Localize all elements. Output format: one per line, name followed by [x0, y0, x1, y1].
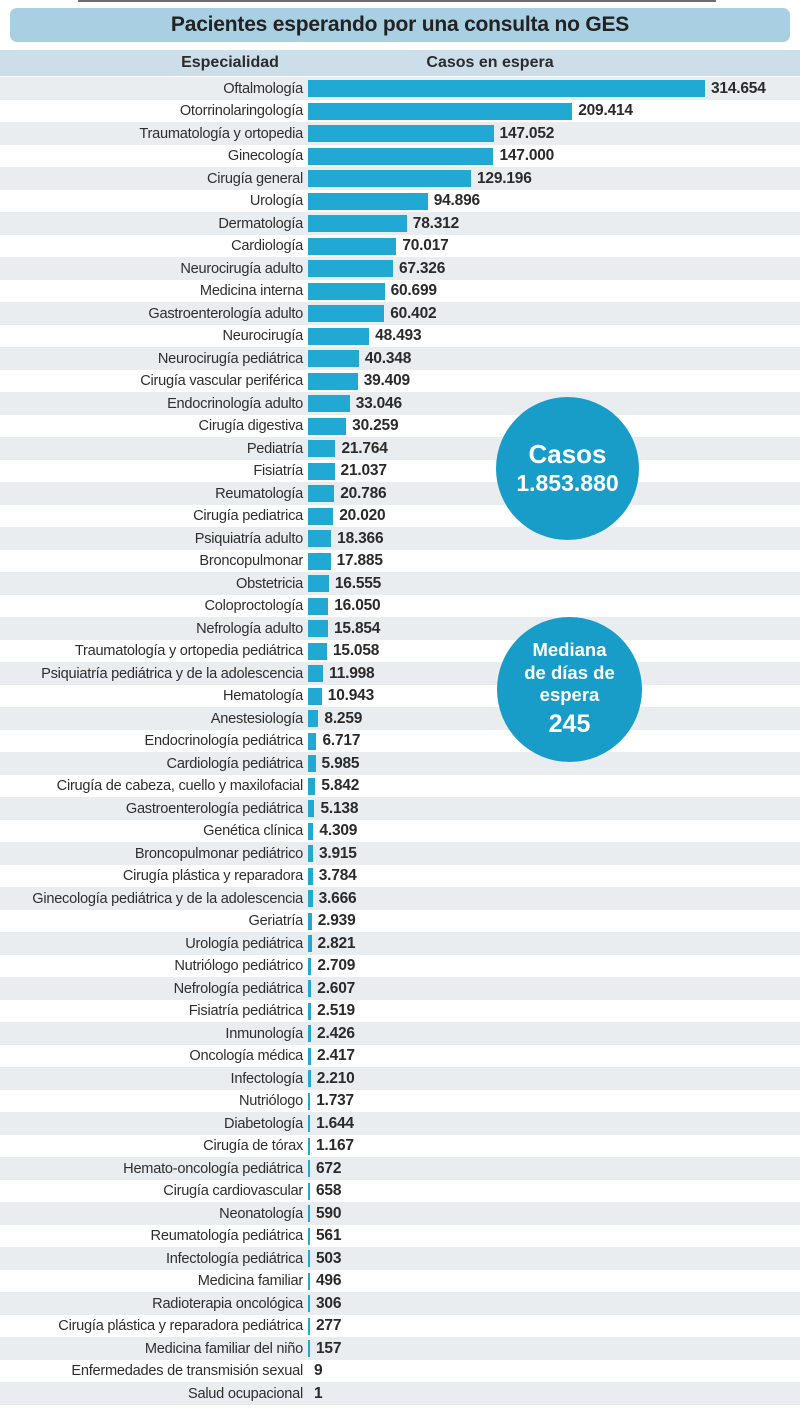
bar: [308, 1183, 310, 1200]
row-label: Cirugía pediatrica: [193, 508, 303, 524]
bar: [308, 1273, 310, 1290]
bar: [308, 688, 322, 705]
value-label: 21.037: [340, 462, 387, 479]
table-row: [0, 1112, 800, 1135]
table-row: [0, 595, 800, 618]
value-label: 30.259: [352, 417, 399, 434]
table-row: [0, 302, 800, 325]
bar: [308, 418, 346, 435]
value-label: 277: [316, 1317, 342, 1334]
row-label: Pediatría: [246, 440, 303, 457]
table-row: [0, 932, 800, 955]
value-label: 157: [316, 1339, 342, 1357]
table-row: [0, 527, 800, 550]
bar: [308, 733, 316, 750]
table-row: [0, 325, 800, 348]
row-label: Ginecología pediátrica y de la adolescencia: [32, 890, 303, 907]
table-row: [0, 257, 800, 280]
value-label: 70.017: [402, 237, 449, 254]
median-wait-value: 245: [548, 709, 591, 738]
bar: [308, 103, 572, 120]
value-label: 15.854: [334, 619, 381, 637]
row-label: Geriatría: [248, 913, 303, 929]
value-label: 2.417: [317, 1047, 355, 1064]
table-row: [0, 572, 800, 595]
row-label: Diabetología: [224, 1115, 303, 1132]
table-row: [0, 505, 800, 528]
table-row: [0, 865, 800, 888]
table-row: [0, 1225, 800, 1248]
bar: [308, 958, 311, 975]
value-label: 2.519: [317, 1002, 355, 1019]
total-cases-badge: [496, 397, 639, 540]
row-label: Oncología médica: [189, 1048, 303, 1064]
row-label: Cirugía plástica y reparadora: [122, 868, 303, 884]
table-row: [0, 977, 800, 1000]
bar: [308, 1160, 310, 1177]
table-row: [0, 842, 800, 865]
row-label: Endocrinología adulto: [167, 395, 303, 412]
bar: [308, 778, 315, 795]
bar: [308, 80, 705, 97]
table-row: [0, 145, 800, 168]
value-label: 10.943: [327, 687, 375, 704]
table-row: [0, 955, 800, 978]
value-label: 147.052: [499, 124, 555, 142]
bar: [308, 485, 334, 502]
table-row: [0, 887, 800, 910]
bar: [308, 283, 385, 300]
column-header-especialidad: Especialidad: [181, 54, 279, 71]
row-label: Traumatología y ortopedia pediátrica: [74, 643, 303, 659]
bar: [308, 508, 333, 525]
row-label: Otorrinolaringología: [179, 103, 303, 119]
median-wait-badge: [497, 617, 642, 762]
value-label: 67.326: [398, 259, 446, 277]
row-label: Nefrología pediátrica: [173, 980, 303, 997]
table-row: [0, 1382, 800, 1405]
table-row: [0, 347, 800, 370]
bar: [308, 373, 358, 390]
bar: [308, 868, 313, 885]
table-row: [0, 685, 800, 708]
table-row: [0, 1045, 800, 1068]
row-label: Neurocirugía: [222, 328, 303, 344]
value-label: 503: [316, 1249, 342, 1267]
value-label: 39.409: [363, 372, 410, 389]
value-label: 2.210: [316, 1069, 355, 1087]
row-label: Broncopulmonar: [199, 553, 303, 569]
table-row: [0, 752, 800, 775]
table-row: [0, 1270, 800, 1293]
table-row: [0, 820, 800, 843]
row-label: Reumatología: [215, 485, 303, 502]
value-label: 6.717: [322, 732, 361, 749]
bar: [308, 935, 312, 952]
value-label: 3.784: [318, 867, 357, 884]
table-row: [0, 460, 800, 483]
bar: [308, 1340, 310, 1357]
value-label: 40.348: [364, 349, 412, 367]
bar: [308, 350, 359, 367]
value-label: 3.666: [318, 889, 357, 907]
bar: [308, 845, 313, 862]
table-row: [0, 235, 800, 258]
total-cases-label: Casos: [528, 438, 607, 469]
row-label: Neurocirugía pediátrica: [157, 350, 303, 367]
value-label: 2.821: [317, 934, 356, 952]
table-row: [0, 482, 800, 505]
value-label: 33.046: [355, 394, 402, 412]
value-label: 1.644: [316, 1114, 354, 1132]
row-label: Ginecología: [227, 148, 303, 164]
row-label: Nutriólogo: [238, 1093, 303, 1109]
value-label: 48.493: [375, 327, 422, 344]
row-label: Psiquiatría pediátrica y de la adolescencia: [41, 665, 303, 682]
value-label: 3.915: [318, 844, 357, 862]
bar: [308, 395, 350, 412]
table-row: [0, 190, 800, 213]
value-label: 2.607: [317, 979, 356, 997]
value-label: 78.312: [412, 214, 460, 232]
row-label: Nefrología adulto: [196, 620, 303, 637]
value-label: 306: [316, 1294, 342, 1312]
row-label: Cardiología: [231, 238, 303, 254]
bar: [308, 575, 329, 592]
value-label: 8.259: [324, 709, 363, 727]
bar: [308, 463, 335, 480]
table-row: [0, 280, 800, 303]
table-row: [0, 1090, 800, 1113]
table-row: [0, 122, 800, 145]
table-row: [0, 1180, 800, 1203]
table-row: [0, 437, 800, 460]
bar: [308, 1115, 310, 1132]
row-label: Salud ocupacional: [187, 1385, 303, 1402]
row-label: Urología: [249, 193, 303, 209]
table-row: [0, 640, 800, 663]
row-label: Fisiatría: [253, 463, 303, 479]
value-label: 4.309: [319, 822, 358, 839]
row-label: Infectología: [230, 1070, 303, 1087]
value-label: 18.366: [337, 529, 384, 547]
value-label: 129.196: [477, 169, 532, 187]
bar: [308, 1070, 311, 1087]
bar: [308, 305, 384, 322]
bar: [308, 1093, 310, 1110]
bar: [308, 260, 393, 277]
table-row: [0, 662, 800, 685]
bar: [308, 980, 311, 997]
table-row: [0, 797, 800, 820]
value-label: 658: [316, 1182, 342, 1199]
value-label: 314.654: [711, 79, 766, 97]
value-label: 1.167: [316, 1137, 354, 1154]
table-row: [0, 1000, 800, 1023]
bar: [308, 913, 312, 930]
bar: [308, 1295, 310, 1312]
bar: [308, 530, 331, 547]
page-title: Pacientes esperando por una consulta no GES: [10, 8, 790, 42]
bar: [308, 238, 396, 255]
bar: [308, 215, 407, 232]
row-label: Cirugía de tórax: [203, 1138, 303, 1154]
table-row: [0, 1315, 800, 1338]
row-label: Endocrinología pediátrica: [144, 733, 303, 749]
table-row: [0, 100, 800, 123]
value-label: 94.896: [433, 192, 480, 209]
row-label: Fisiatría pediátrica: [188, 1003, 303, 1019]
value-label: 20.786: [340, 484, 387, 502]
table-row: [0, 730, 800, 753]
row-label: Coloproctología: [204, 598, 303, 614]
bar: [308, 755, 316, 772]
value-label: 147.000: [499, 147, 555, 164]
table-row: [0, 1292, 800, 1315]
table-row: [0, 1157, 800, 1180]
table-row: [0, 1247, 800, 1270]
bar: [308, 800, 314, 817]
value-label: 1: [314, 1384, 323, 1402]
bar: [308, 665, 323, 682]
bar: [308, 440, 335, 457]
value-label: 2.426: [317, 1024, 355, 1042]
row-label: Inmunología: [225, 1025, 303, 1042]
bar: [308, 148, 493, 165]
value-label: 209.414: [578, 102, 633, 119]
row-label: Urología pediátrica: [185, 935, 303, 952]
row-label: Reumatología pediátrica: [150, 1228, 303, 1244]
value-label: 21.764: [341, 439, 388, 457]
table-row: [0, 1135, 800, 1158]
value-label: 590: [316, 1204, 342, 1222]
value-label: 5.985: [321, 754, 360, 772]
bar: [308, 1318, 310, 1335]
row-label: Cirugía vascular periférica: [140, 373, 303, 389]
value-label: 16.555: [334, 574, 382, 592]
bar: [308, 643, 327, 660]
row-label: Cardiología pediátrica: [166, 755, 303, 772]
bar: [308, 553, 331, 570]
row-label: Dermatología: [218, 215, 303, 232]
row-label: Medicina familiar del niño: [144, 1340, 303, 1357]
table-row: [0, 910, 800, 933]
table-row: [0, 775, 800, 798]
value-label: 11.998: [329, 664, 375, 682]
row-label: Genética clínica: [203, 823, 303, 839]
bar: [308, 598, 328, 615]
table-row: [0, 370, 800, 393]
bar: [308, 823, 313, 840]
value-label: 17.885: [336, 552, 383, 569]
table-row: [0, 392, 800, 415]
row-label: Cirugía general: [206, 170, 303, 187]
value-label: 15.058: [332, 642, 380, 659]
row-label: Cirugía de cabeza, cuello y maxilofacial: [56, 778, 303, 794]
row-label: Neonatología: [219, 1205, 303, 1222]
table-row: [0, 617, 800, 640]
row-label: Traumatología y ortopedia: [139, 125, 303, 142]
table-row: [0, 1337, 800, 1360]
bar: [308, 620, 328, 637]
value-label: 2.939: [317, 912, 356, 929]
value-label: 16.050: [334, 597, 381, 614]
row-label: Radioterapia oncológica: [152, 1295, 303, 1312]
median-wait-label-line2: de días de: [524, 661, 615, 683]
row-label: Enfermedades de transmisión sexual: [71, 1363, 303, 1379]
value-label: 561: [316, 1227, 342, 1244]
bar: [308, 328, 369, 345]
bar: [308, 890, 313, 907]
median-wait-label-line1: Mediana: [532, 639, 607, 661]
bar: [308, 1025, 311, 1042]
bar: [308, 710, 318, 727]
row-label: Obstetricia: [236, 575, 303, 592]
bar: [308, 1205, 310, 1222]
value-label: 60.402: [390, 304, 437, 322]
value-label: 672: [316, 1159, 342, 1177]
row-label: Infectología pediátrica: [165, 1250, 303, 1267]
value-label: 2.709: [317, 957, 356, 974]
table-row: [0, 1067, 800, 1090]
table-row: [0, 1360, 800, 1383]
table-row: [0, 77, 800, 100]
bar: [308, 1003, 311, 1020]
bar: [308, 170, 471, 187]
row-label: Nutriólogo pediátrico: [174, 958, 303, 974]
value-label: 496: [316, 1272, 342, 1289]
table-row: [0, 212, 800, 235]
row-label: Cirugía plástica y reparadora pediátrica: [58, 1318, 303, 1334]
row-label: Cirugía cardiovascular: [163, 1183, 303, 1199]
row-label: Psiquiatría adulto: [194, 530, 303, 547]
row-label: Gastroenterología adulto: [148, 305, 303, 322]
row-label: Oftalmología: [223, 80, 303, 97]
row-label: Neurocirugía adulto: [180, 260, 303, 277]
table-row: [0, 1202, 800, 1225]
value-label: 60.699: [390, 282, 437, 299]
row-label: Cirugía digestiva: [198, 418, 303, 434]
column-header-casos: Casos en espera: [426, 54, 554, 71]
value-label: 9: [314, 1362, 323, 1379]
bar: [308, 1250, 310, 1267]
table-row: [0, 415, 800, 438]
table-row: [0, 167, 800, 190]
value-label: 1.737: [316, 1092, 354, 1109]
bar: [308, 1228, 310, 1245]
bar: [308, 193, 428, 210]
value-label: 20.020: [339, 507, 386, 524]
value-label: 5.842: [321, 777, 360, 794]
table-row: [0, 550, 800, 573]
bar: [308, 1138, 310, 1155]
bar: [308, 125, 494, 142]
table-row: [0, 1022, 800, 1045]
row-label: Broncopulmonar pediátrico: [134, 845, 303, 862]
row-label: Hematología: [223, 688, 303, 704]
total-cases-value: 1.853.880: [516, 469, 619, 496]
table-row: [0, 707, 800, 730]
row-label: Hemato-oncología pediátrica: [123, 1160, 303, 1177]
row-label: Anestesiología: [210, 710, 303, 727]
row-label: Gastroenterología pediátrica: [125, 800, 303, 817]
row-label: Medicina interna: [199, 283, 303, 299]
bar: [308, 1048, 311, 1065]
value-label: 5.138: [320, 799, 359, 817]
row-label: Medicina familiar: [197, 1273, 303, 1289]
median-wait-label-line3: espera: [539, 684, 600, 706]
